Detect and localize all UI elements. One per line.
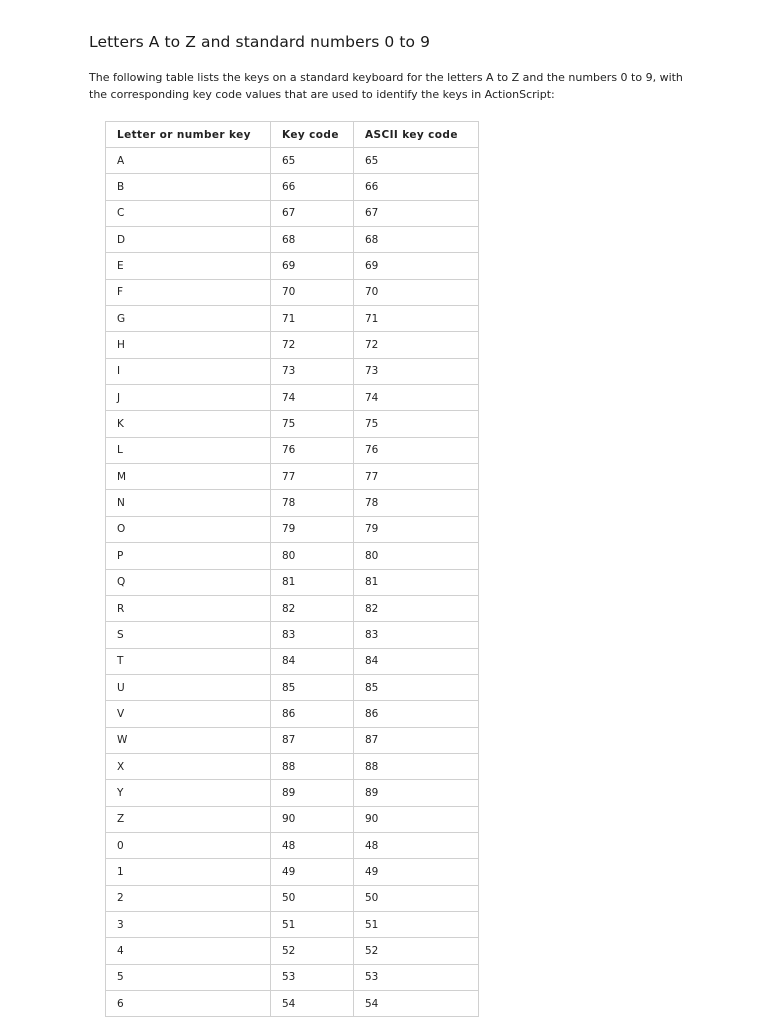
table-row — [106, 332, 479, 358]
table-row — [106, 227, 479, 253]
key-cell: G — [106, 306, 271, 332]
ascii-key-code-cell: 80 — [354, 543, 479, 569]
ascii-key-code-cell: 53 — [354, 964, 479, 990]
ascii-key-code-cell: 49 — [354, 859, 479, 885]
key-code-cell: 83 — [271, 622, 354, 648]
table-header — [106, 122, 479, 148]
table-row — [106, 622, 479, 648]
key-cell: P — [106, 543, 271, 569]
ascii-key-code-cell: 81 — [354, 569, 479, 595]
header-row — [106, 122, 479, 148]
key-cell: X — [106, 753, 271, 779]
key-cell: Q — [106, 569, 271, 595]
page-title: Letters A to Z and standard numbers 0 to 9 — [89, 33, 431, 51]
key-code-table — [105, 121, 479, 1017]
key-cell: 0 — [106, 832, 271, 858]
key-cell: N — [106, 490, 271, 516]
intro-paragraph: The following table lists the keys on a standard keyboard for the letters A to Z and the numbers 0 to 9, with the corresponding key code values that are used to identify the keys in ActionScript: — [89, 71, 683, 101]
key-code-cell: 76 — [271, 437, 354, 463]
table-row — [106, 385, 479, 411]
key-code-cell: 74 — [271, 385, 354, 411]
ascii-key-code-cell: 68 — [354, 227, 479, 253]
ascii-key-code-cell: 83 — [354, 622, 479, 648]
key-code-cell: 72 — [271, 332, 354, 358]
table-row — [106, 253, 479, 279]
key-cell: E — [106, 253, 271, 279]
key-cell: R — [106, 595, 271, 621]
table-row — [106, 964, 479, 990]
key-cell: U — [106, 674, 271, 700]
key-cell: V — [106, 701, 271, 727]
ascii-key-code-cell: 90 — [354, 806, 479, 832]
table-row — [106, 174, 479, 200]
key-code-cell: 52 — [271, 938, 354, 964]
key-code-cell: 69 — [271, 253, 354, 279]
key-cell: L — [106, 437, 271, 463]
table-row — [106, 859, 479, 885]
ascii-key-code-cell: 86 — [354, 701, 479, 727]
table-row — [106, 279, 479, 305]
header-ascii-key-code: ASCII key code — [354, 122, 479, 148]
ascii-key-code-cell: 52 — [354, 938, 479, 964]
table-row — [106, 543, 479, 569]
key-code-cell: 84 — [271, 648, 354, 674]
table-row — [106, 753, 479, 779]
table-row — [106, 516, 479, 542]
ascii-key-code-cell: 74 — [354, 385, 479, 411]
table-row — [106, 200, 479, 226]
ascii-key-code-cell: 87 — [354, 727, 479, 753]
key-cell: B — [106, 174, 271, 200]
key-code-cell: 49 — [271, 859, 354, 885]
ascii-key-code-cell: 70 — [354, 279, 479, 305]
table-row — [106, 464, 479, 490]
ascii-key-code-cell: 82 — [354, 595, 479, 621]
key-cell: F — [106, 279, 271, 305]
key-code-cell: 77 — [271, 464, 354, 490]
key-cell: D — [106, 227, 271, 253]
key-code-cell: 87 — [271, 727, 354, 753]
table-row — [106, 674, 479, 700]
key-cell: Z — [106, 806, 271, 832]
table-row — [106, 648, 479, 674]
key-code-cell: 54 — [271, 991, 354, 1017]
key-code-cell: 80 — [271, 543, 354, 569]
key-code-cell: 73 — [271, 358, 354, 384]
ascii-key-code-cell: 77 — [354, 464, 479, 490]
key-cell: 3 — [106, 911, 271, 937]
key-code-cell: 79 — [271, 516, 354, 542]
key-code-cell: 88 — [271, 753, 354, 779]
ascii-key-code-cell: 89 — [354, 780, 479, 806]
key-cell: M — [106, 464, 271, 490]
ascii-key-code-cell: 73 — [354, 358, 479, 384]
table-row — [106, 411, 479, 437]
table-row — [106, 806, 479, 832]
table-row — [106, 885, 479, 911]
table-row — [106, 991, 479, 1017]
ascii-key-code-cell: 84 — [354, 648, 479, 674]
key-cell: 1 — [106, 859, 271, 885]
key-cell: C — [106, 200, 271, 226]
key-code-cell: 66 — [271, 174, 354, 200]
ascii-key-code-cell: 69 — [354, 253, 479, 279]
table-row — [106, 148, 479, 174]
table-row — [106, 358, 479, 384]
key-cell: 6 — [106, 991, 271, 1017]
table-row — [106, 595, 479, 621]
key-code-cell: 70 — [271, 279, 354, 305]
table-row — [106, 437, 479, 463]
key-cell: 4 — [106, 938, 271, 964]
key-code-cell: 51 — [271, 911, 354, 937]
ascii-key-code-cell: 67 — [354, 200, 479, 226]
key-code-cell: 82 — [271, 595, 354, 621]
table-row — [106, 727, 479, 753]
table-row — [106, 780, 479, 806]
ascii-key-code-cell: 75 — [354, 411, 479, 437]
key-code-cell: 48 — [271, 832, 354, 858]
key-cell: J — [106, 385, 271, 411]
ascii-key-code-cell: 85 — [354, 674, 479, 700]
key-cell: 2 — [106, 885, 271, 911]
key-code-cell: 50 — [271, 885, 354, 911]
key-cell: W — [106, 727, 271, 753]
ascii-key-code-cell: 48 — [354, 832, 479, 858]
key-code-cell: 65 — [271, 148, 354, 174]
ascii-key-code-cell: 65 — [354, 148, 479, 174]
table-row — [106, 938, 479, 964]
ascii-key-code-cell: 51 — [354, 911, 479, 937]
ascii-key-code-cell: 71 — [354, 306, 479, 332]
key-code-cell: 89 — [271, 780, 354, 806]
key-code-cell: 71 — [271, 306, 354, 332]
key-code-cell: 75 — [271, 411, 354, 437]
header-letter-or-number-key: Letter or number key — [106, 122, 271, 148]
table-body — [106, 148, 479, 1017]
key-cell: K — [106, 411, 271, 437]
key-cell: T — [106, 648, 271, 674]
ascii-key-code-cell: 50 — [354, 885, 479, 911]
key-cell: I — [106, 358, 271, 384]
key-code-cell: 53 — [271, 964, 354, 990]
key-code-cell: 81 — [271, 569, 354, 595]
key-code-cell: 68 — [271, 227, 354, 253]
table-row — [106, 569, 479, 595]
key-cell: 5 — [106, 964, 271, 990]
table-row — [106, 306, 479, 332]
key-cell: Y — [106, 780, 271, 806]
ascii-key-code-cell: 54 — [354, 991, 479, 1017]
ascii-key-code-cell: 78 — [354, 490, 479, 516]
ascii-key-code-cell: 72 — [354, 332, 479, 358]
header-key-code: Key code — [271, 122, 354, 148]
key-cell: H — [106, 332, 271, 358]
ascii-key-code-cell: 66 — [354, 174, 479, 200]
table-row — [106, 832, 479, 858]
table-row — [106, 490, 479, 516]
key-code-cell: 67 — [271, 200, 354, 226]
key-code-cell: 86 — [271, 701, 354, 727]
table-row — [106, 911, 479, 937]
key-cell: O — [106, 516, 271, 542]
key-cell: S — [106, 622, 271, 648]
key-cell: A — [106, 148, 271, 174]
table-row — [106, 701, 479, 727]
ascii-key-code-cell: 88 — [354, 753, 479, 779]
ascii-key-code-cell: 79 — [354, 516, 479, 542]
key-code-cell: 78 — [271, 490, 354, 516]
key-code-cell: 90 — [271, 806, 354, 832]
ascii-key-code-cell: 76 — [354, 437, 479, 463]
key-code-cell: 85 — [271, 674, 354, 700]
